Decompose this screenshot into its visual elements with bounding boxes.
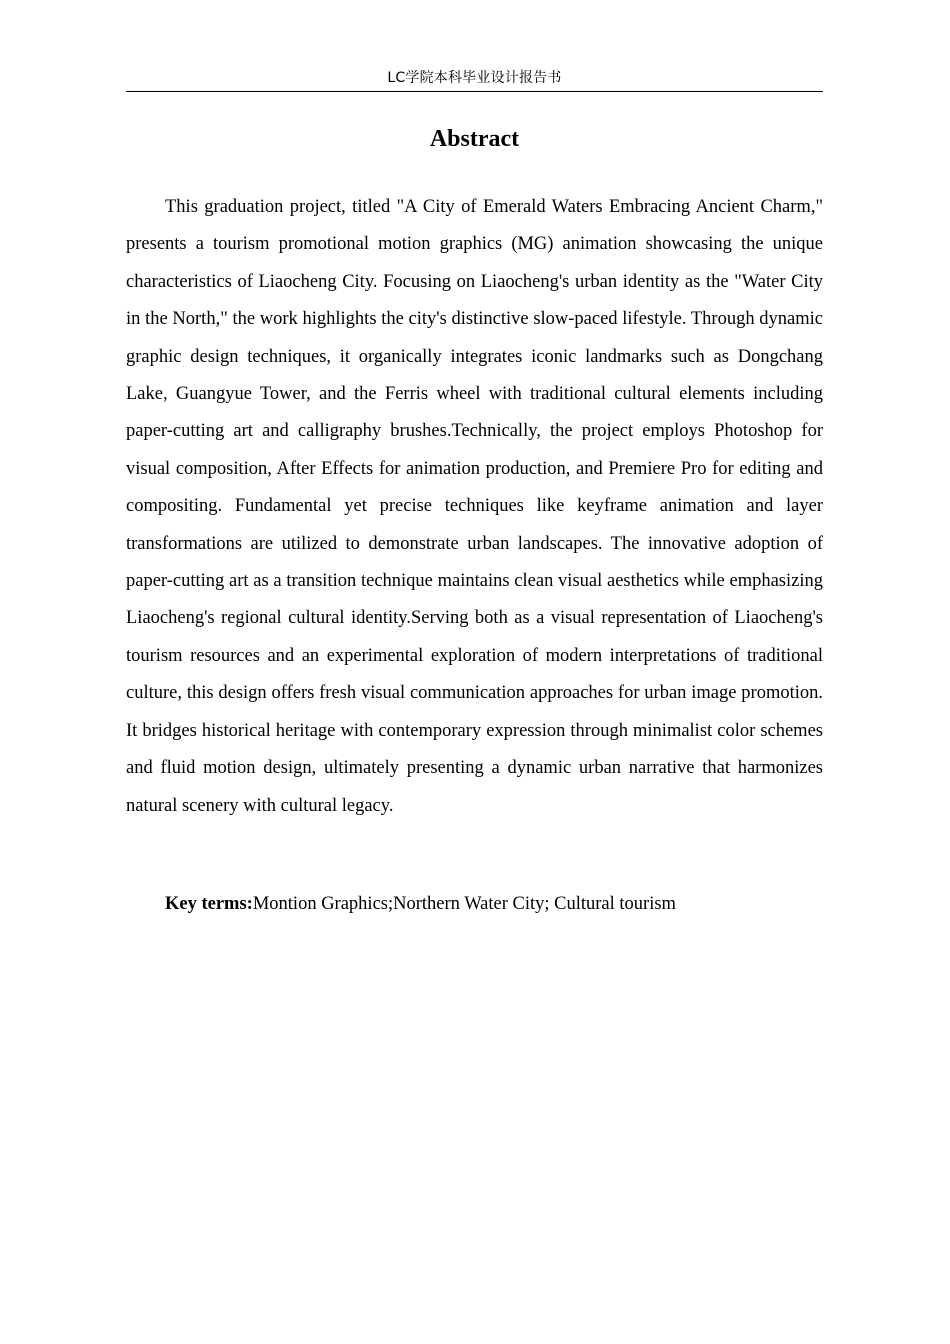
page-title: Abstract [429, 126, 520, 152]
key-terms-label: Key terms: [165, 894, 253, 914]
key-terms-value: Montion Graphics;Northern Water City; Cultural tourism [252, 894, 676, 914]
key-terms-line [126, 886, 823, 922]
abstract-paragraph: This graduation project, titled "A City of Emerald Waters Embracing Ancient Charm," presents a tourism promotional motion graphics (MG) animation showcasing the unique characteristics of Liaocheng City. Focusing on Liaocheng's urban identity as the "Water City in the North," the work highlights the city's distinctive slow-paced lifestyle. Through dynamic graphic design techniques, it organically integrates iconic landmarks such as Dongchang Lake, Guangyue Tower, and the Ferris wheel with traditional cultural elements including paper-cutting art and calligraphy brushes.Technically, the project employs Photoshop for visual composition, After Effects for animation production, and Premiere Pro for editing and compositing. Fundamental yet precise techniques like keyframe animation and layer transformations are utilized to demonstrate urban landscapes. The innovative adoption of paper-cutting art as a transition technique maintains clean visual aesthetics while emphasizing Liaocheng's regional cultural identity.Serving both as a visual representation of Liaocheng's tourism resources and an experimental exploration of modern interpretations of traditional culture, this design offers fresh visual communication approaches for urban image promotion. It bridges historical heritage with contemporary expression through minimalist color schemes and fluid motion design, ultimately presenting a dynamic urban narrative that harmonizes natural scenery with cultural legacy. [126, 197, 823, 816]
header-divider [126, 91, 823, 92]
running-header: LC学院本科毕业设计报告书 [387, 70, 562, 86]
